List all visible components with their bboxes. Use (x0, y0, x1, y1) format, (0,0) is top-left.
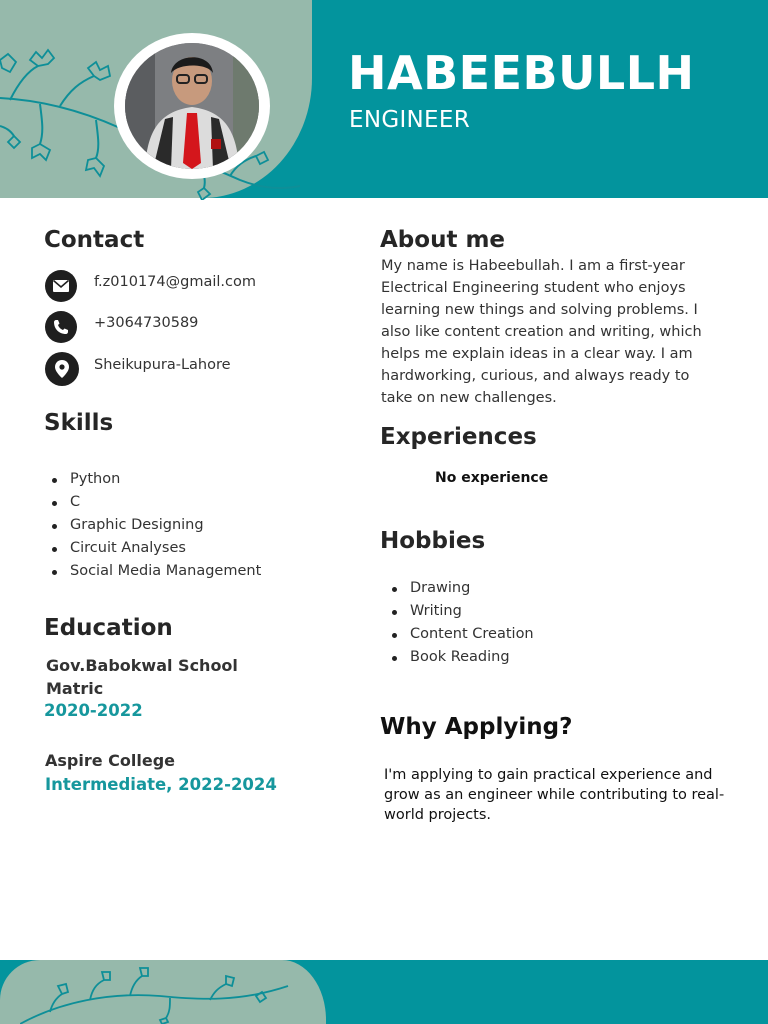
why-line: grow as an engineer while contributing to real- (384, 787, 725, 803)
about-line: learning new things and solving problems. I (381, 302, 698, 318)
about-line: also like content creation and writing, which (381, 324, 702, 340)
mail-icon (45, 270, 77, 302)
list-item: Circuit Analyses (70, 537, 261, 560)
about-heading: About me (380, 227, 506, 253)
skills-heading: Skills (44, 410, 114, 436)
contact-heading: Contact (44, 227, 145, 253)
contact-location: Sheikupura-Lahore (94, 357, 231, 373)
about-line: take on new challenges. (381, 390, 557, 406)
why-line: I'm applying to gain practical experience and (384, 767, 713, 783)
contact-phone[interactable]: +3064730589 (94, 315, 199, 331)
candidate-name: HABEEBULLH (348, 46, 695, 100)
profile-photo (125, 43, 259, 169)
list-item: Social Media Management (70, 560, 261, 583)
about-line: hardworking, curious, and always ready to (381, 368, 690, 384)
about-line: helps me explain ideas in a clear way. I am (381, 346, 693, 362)
leaf-vine-decoration (20, 962, 300, 1024)
about-text (381, 255, 741, 409)
location-pin-icon (45, 352, 79, 386)
list-item: Graphic Designing (70, 514, 261, 537)
why-text (384, 765, 754, 825)
hobbies-list (384, 577, 534, 669)
experiences-heading: Experiences (380, 424, 537, 450)
education-college: Aspire College (45, 751, 176, 770)
list-item: Writing (410, 600, 534, 623)
candidate-role: ENGINEER (349, 107, 470, 133)
education-level: Matric (46, 679, 104, 698)
education-school: Gov.Babokwal School (46, 656, 238, 675)
list-item: Drawing (410, 577, 534, 600)
contact-email[interactable]: f.z010174@gmail.com (94, 274, 256, 290)
experiences-text: No experience (435, 470, 549, 486)
why-line: world projects. (384, 807, 492, 823)
hobbies-heading: Hobbies (380, 528, 486, 554)
why-heading: Why Applying? (380, 714, 573, 740)
about-line: My name is Habeebullah. I am a first-year (381, 258, 685, 274)
phone-icon (45, 311, 77, 343)
list-item: Book Reading (410, 646, 534, 669)
education-college-detail: Intermediate, 2022-2024 (45, 775, 277, 794)
education-heading: Education (44, 615, 173, 641)
skills-list (44, 468, 261, 583)
list-item: Python (70, 468, 261, 491)
education-years: 2020-2022 (44, 701, 143, 720)
list-item: C (70, 491, 261, 514)
about-line: Electrical Engineering student who enjoys (381, 280, 686, 296)
list-item: Content Creation (410, 623, 534, 646)
